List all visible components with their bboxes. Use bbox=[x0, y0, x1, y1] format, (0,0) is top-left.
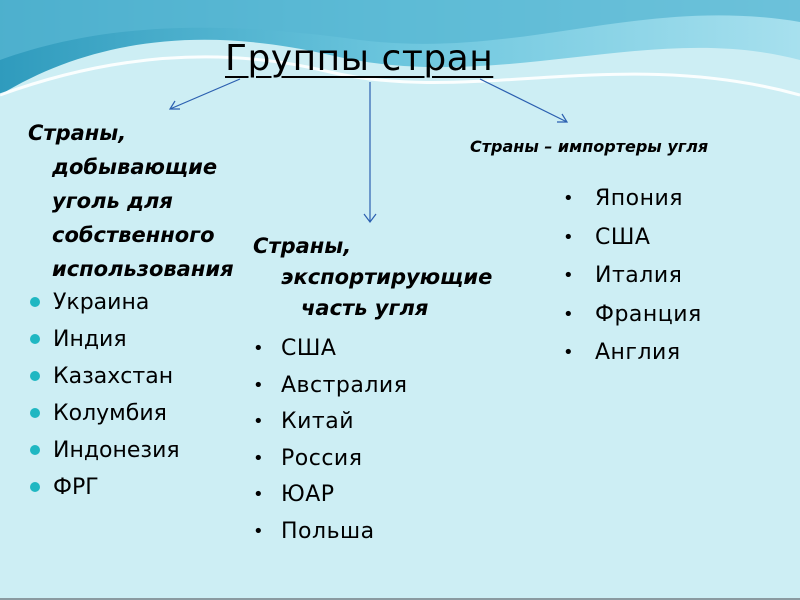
exporters-heading bbox=[253, 231, 563, 324]
list-item: • Австралия bbox=[253, 368, 407, 405]
list-item: • Франция bbox=[563, 296, 702, 335]
list-item: Индия bbox=[28, 321, 180, 358]
exporters-heading-line: экспортирующие bbox=[281, 265, 493, 289]
producers-heading-line: использования bbox=[52, 257, 234, 281]
list-item: • Италия bbox=[563, 257, 702, 296]
list-item: • Польша bbox=[253, 514, 407, 551]
list-item: ФРГ bbox=[28, 469, 180, 506]
producers-list bbox=[28, 284, 180, 506]
exporters-heading-line: часть угля bbox=[301, 296, 429, 320]
list-item: Украина bbox=[28, 284, 180, 321]
list-item: Индонезия bbox=[28, 432, 180, 469]
importers-list bbox=[563, 180, 702, 373]
list-item: • США bbox=[253, 331, 407, 368]
list-item: • Англия bbox=[563, 334, 702, 373]
producers-heading-line: добывающие bbox=[52, 155, 218, 179]
list-item: • Япония bbox=[563, 180, 702, 219]
list-item: • Россия bbox=[253, 441, 407, 478]
producers-heading-line: уголь для bbox=[52, 189, 173, 213]
list-item: Казахстан bbox=[28, 358, 180, 395]
importers-heading: Страны – импортеры угля bbox=[470, 137, 709, 156]
list-item: • ЮАР bbox=[253, 477, 407, 514]
list-item: Колумбия bbox=[28, 395, 180, 432]
producers-heading-line: Страны, bbox=[28, 121, 127, 145]
producers-heading bbox=[28, 116, 288, 286]
exporters-list bbox=[253, 331, 407, 550]
producers-heading-line: собственного bbox=[52, 223, 215, 247]
list-item: • Китай bbox=[253, 404, 407, 441]
list-item: • США bbox=[563, 219, 702, 258]
page-title: Группы стран bbox=[225, 38, 494, 79]
exporters-heading-line: Страны, bbox=[253, 234, 352, 258]
